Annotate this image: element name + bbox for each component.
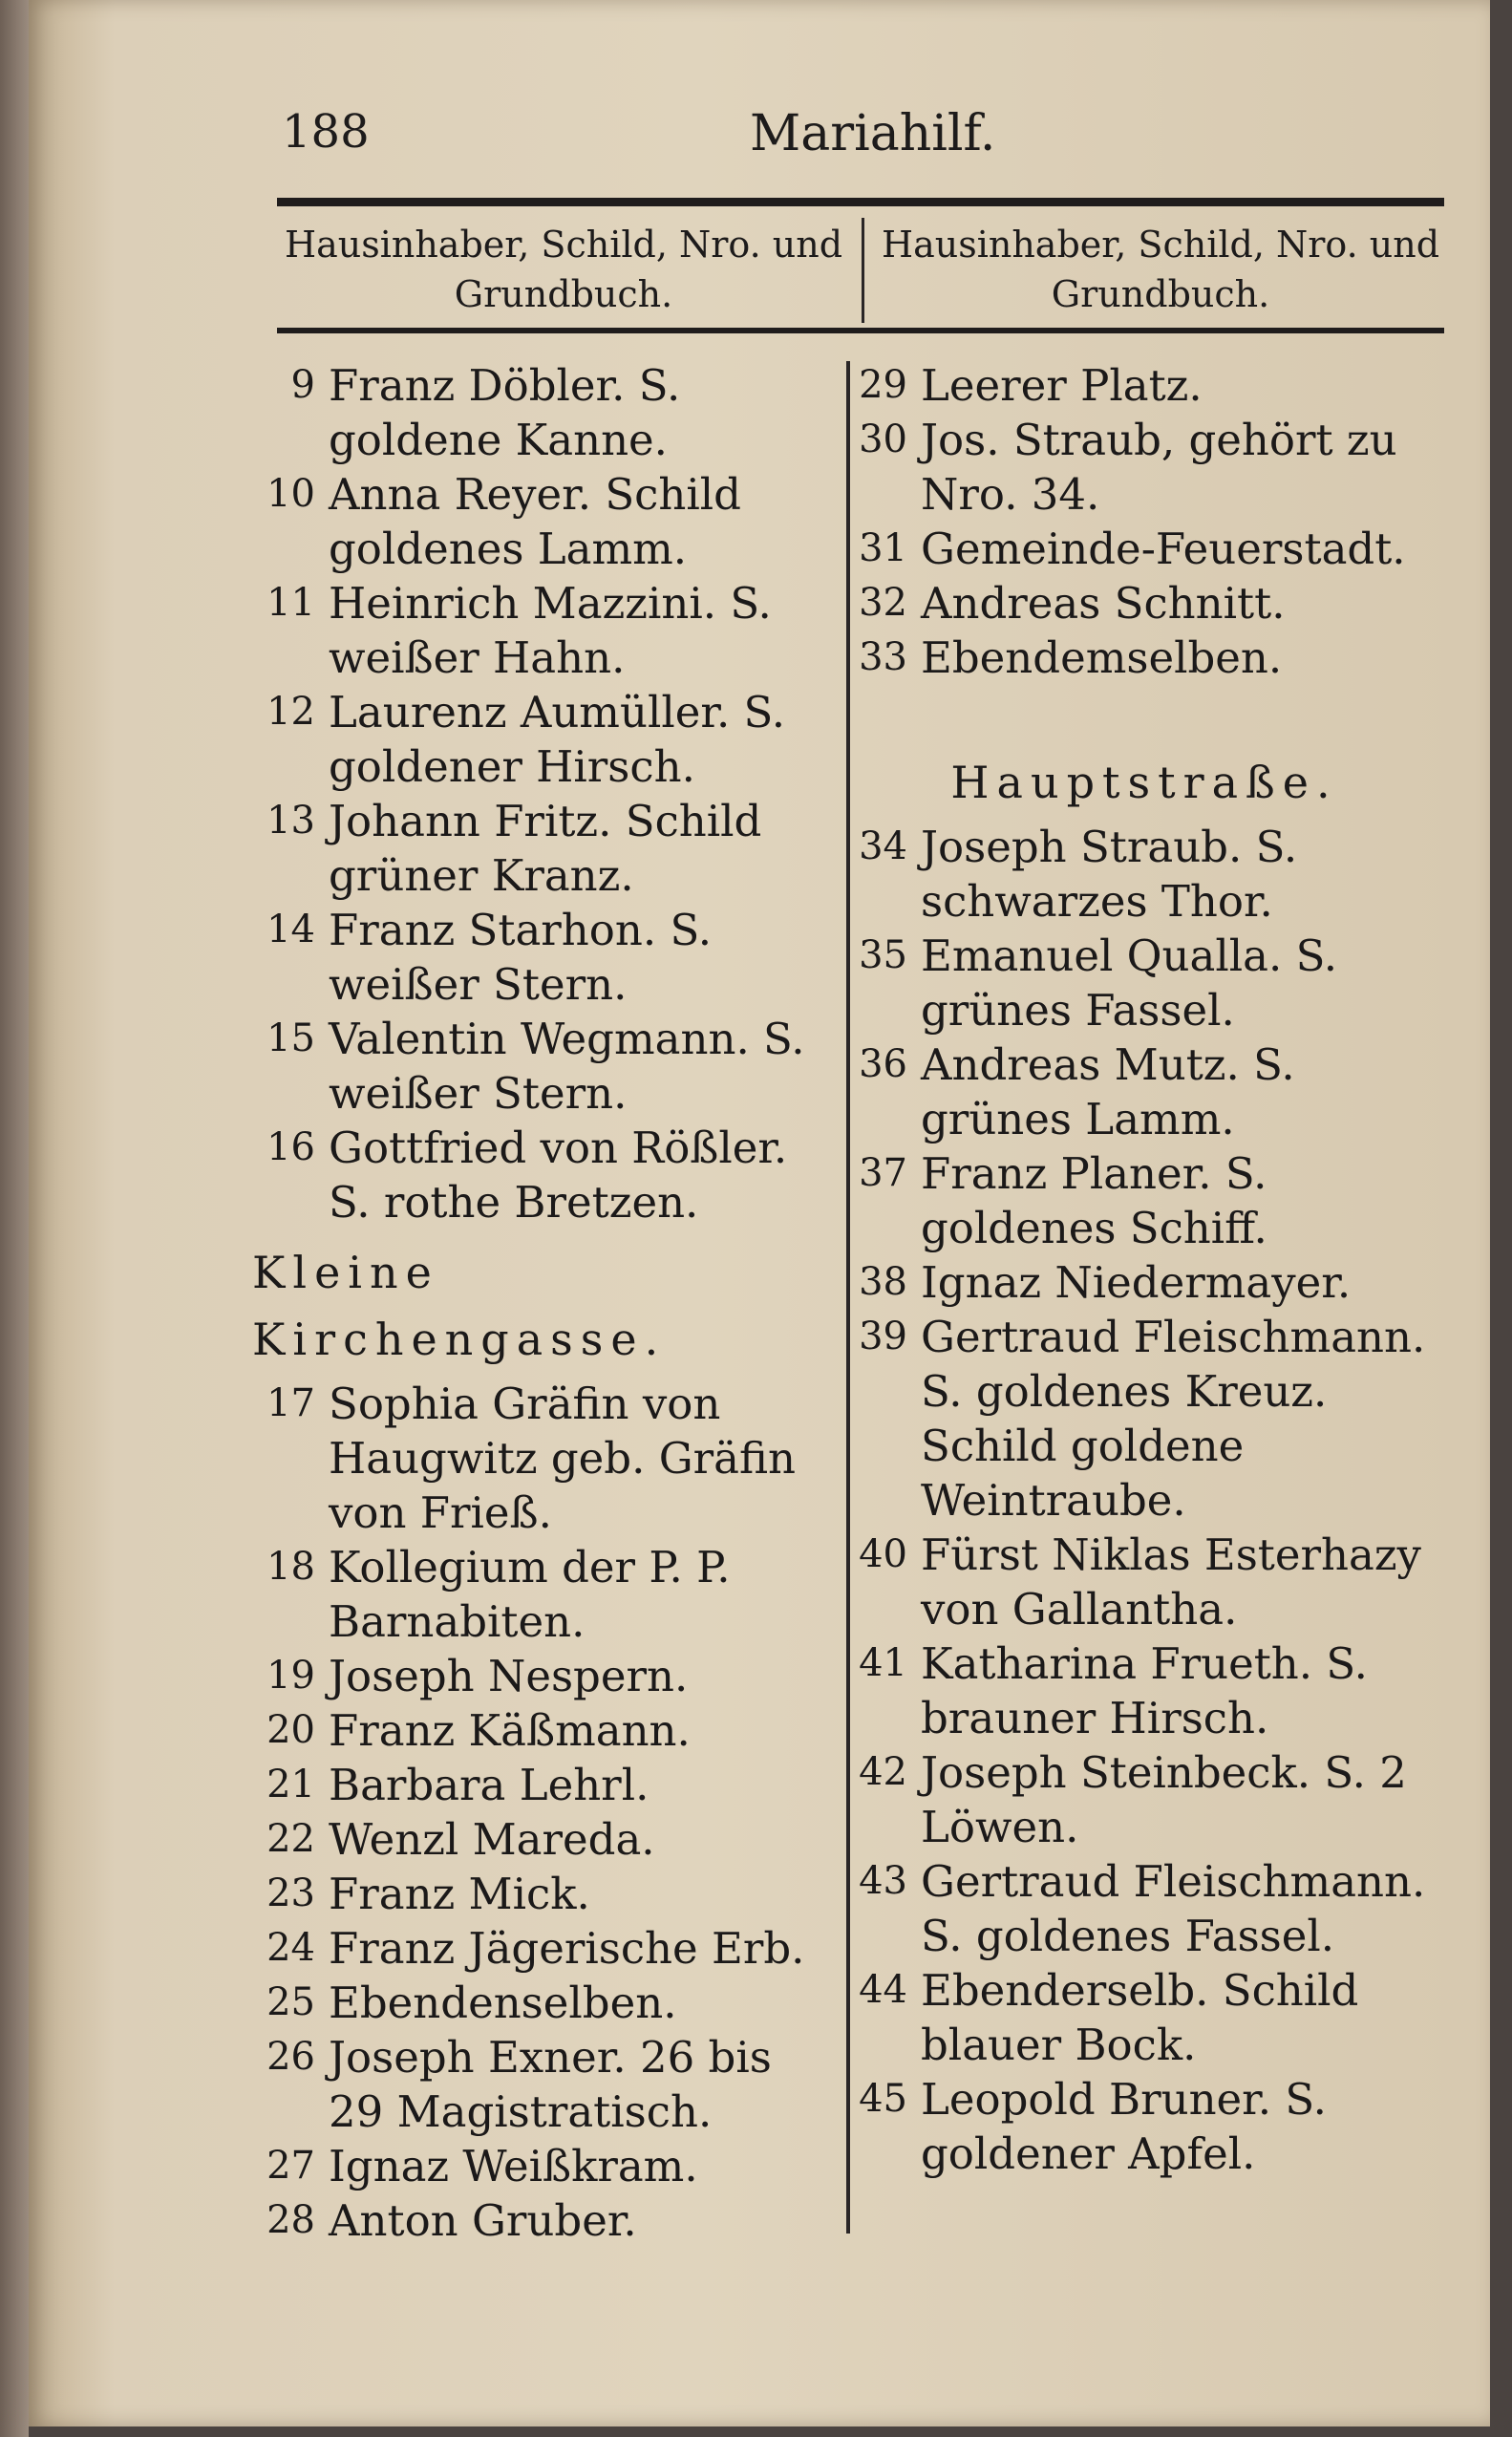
house-owner-text: Franz Jägerische Erb. [329, 1923, 805, 1974]
address-entry [246, 1867, 839, 1921]
address-entry [246, 467, 839, 576]
house-number: 13 [266, 799, 315, 843]
address-entry [246, 576, 839, 685]
entry-list [839, 358, 1450, 685]
column-header-right: Hausinhaber, Schild, Nro. und Grundbuch. [881, 224, 1440, 315]
house-number: 43 [859, 1859, 907, 1903]
house-number: 16 [266, 1125, 315, 1169]
house-owner-text: Gemeinde-Feuerstadt. [921, 524, 1406, 574]
house-number: 15 [266, 1016, 315, 1060]
address-entry [246, 1377, 839, 1540]
house-owner-text: Ebenderselb. Schild blauer Bock. [921, 1965, 1359, 2070]
house-owner-text: Anton Gruber. [329, 2195, 637, 2246]
house-number: 28 [266, 2198, 315, 2242]
house-owner-text: Ignaz Weißkram. [329, 2141, 698, 2191]
address-entry [839, 1037, 1450, 1146]
address-entry [246, 903, 839, 1012]
address-entry [839, 1854, 1450, 1963]
address-entry [839, 576, 1450, 631]
address-entry [839, 631, 1450, 685]
house-owner-text: Franz Döbler. S. goldene Kanne. [329, 360, 681, 465]
house-owner-text: Andreas Mutz. S. grünes Lamm. [921, 1039, 1295, 1144]
house-owner-text: Katharina Frueth. S. brauner Hirsch. [921, 1638, 1368, 1743]
section-heading: Hauptstraße. [950, 757, 1338, 808]
book-spine [0, 0, 29, 2437]
house-number: 24 [266, 1926, 315, 1970]
address-entry [246, 1812, 839, 1867]
house-number: 26 [266, 2035, 315, 2079]
house-number: 33 [859, 635, 907, 679]
left-column [246, 358, 839, 2248]
house-owner-text: Anna Reyer. Schild goldenes Lamm. [329, 469, 741, 574]
address-entry [246, 1012, 839, 1121]
house-owner-text: Joseph Exner. 26 bis 29 Magistratisch. [329, 2032, 772, 2137]
page-number: 188 [282, 105, 370, 159]
house-owner-text: Jos. Straub, gehört zu Nro. 34. [921, 415, 1397, 520]
house-owner-text: Ebendenselben. [329, 1977, 677, 2028]
address-entry [839, 522, 1450, 576]
house-number: 42 [859, 1750, 907, 1794]
address-entry [839, 1636, 1450, 1745]
address-entry [839, 1745, 1450, 1854]
house-owner-text: Gottfried von Rößler. S. rothe Bretzen. [329, 1122, 788, 1228]
house-number: 17 [266, 1381, 315, 1425]
house-number: 9 [290, 363, 315, 407]
address-entry [839, 1146, 1450, 1255]
address-entry [246, 2030, 839, 2139]
address-entry [246, 685, 839, 794]
entry-list [246, 1377, 839, 2248]
house-number: 20 [266, 1708, 315, 1752]
address-entry [839, 929, 1450, 1037]
address-entry [246, 794, 839, 903]
house-number: 19 [266, 1654, 315, 1698]
house-number: 38 [859, 1260, 907, 1304]
house-number: 21 [266, 1763, 315, 1806]
house-owner-text: Ebendemselben. [921, 632, 1283, 683]
column-header-left: Hausinhaber, Schild, Nro. und Grundbuch. [284, 224, 843, 315]
entry-list [246, 358, 839, 1229]
address-entry [246, 1703, 839, 1758]
house-owner-text: Joseph Steinbeck. S. 2 Löwen. [921, 1747, 1407, 1852]
address-entry [246, 1758, 839, 1812]
house-number: 40 [859, 1532, 907, 1576]
house-owner-text: Gertraud Fleischmann. S. goldenes Kreuz. Schild goldene Weintraube. [921, 1312, 1426, 1526]
house-owner-text: Franz Planer. S. goldenes Schiff. [921, 1148, 1267, 1253]
section-heading: Kleine Kirchengasse. [252, 1247, 667, 1365]
address-entry [246, 1976, 839, 2030]
house-number: 14 [266, 908, 315, 951]
house-number: 11 [266, 581, 315, 625]
address-entry [839, 1963, 1450, 2072]
house-owner-text: Leopold Bruner. S. goldener Apfel. [921, 2074, 1327, 2179]
house-number: 10 [266, 472, 315, 516]
house-owner-text: Fürst Niklas Esterhazy von Gallantha. [921, 1529, 1421, 1635]
house-owner-text: Franz Mick. [329, 1869, 590, 1919]
house-owner-text: Franz Starhon. S. weißer Stern. [329, 905, 713, 1010]
address-entry [246, 1121, 839, 1229]
house-owner-text: Sophia Gräfin von Haugwitz geb. Gräfin von Frieß. [329, 1379, 797, 1538]
house-owner-text: Johann Fritz. Schild grüner Kranz. [329, 796, 762, 901]
address-entry [839, 1528, 1450, 1636]
house-number: 12 [266, 690, 315, 734]
address-entry [839, 820, 1450, 929]
house-owner-text: Valentin Wegmann. S. weißer Stern. [329, 1014, 805, 1119]
entry-list [839, 820, 1450, 2181]
house-owner-text: Gertraud Fleischmann. S. goldenes Fassel. [921, 1856, 1426, 1961]
house-number: 41 [859, 1641, 907, 1685]
blank-line [839, 685, 1450, 739]
header-rule [277, 198, 1444, 206]
house-number: 39 [859, 1315, 907, 1358]
right-column [839, 358, 1450, 2181]
address-entry [246, 2193, 839, 2248]
house-owner-text: Franz Käßmann. [329, 1705, 691, 1756]
house-number: 36 [859, 1042, 907, 1086]
house-owner-text: Joseph Nespern. [329, 1651, 689, 1701]
address-entry [839, 358, 1450, 413]
house-number: 34 [859, 824, 907, 868]
address-entry [246, 1540, 839, 1649]
house-owner-text: Ignaz Niedermayer. [921, 1257, 1352, 1308]
house-number: 37 [859, 1151, 907, 1195]
column-header-rule [277, 328, 1444, 333]
house-number: 22 [266, 1817, 315, 1861]
house-owner-text: Joseph Straub. S. schwarzes Thor. [921, 822, 1298, 927]
address-entry [839, 1255, 1450, 1310]
house-owner-text: Emanuel Qualla. S. grünes Fassel. [921, 930, 1338, 1036]
house-number: 35 [859, 933, 907, 977]
address-entry [839, 2072, 1450, 2181]
house-owner-text: Kollegium der P. P. Barnabiten. [329, 1542, 731, 1647]
house-number: 45 [859, 2077, 907, 2121]
house-number: 23 [266, 1871, 315, 1915]
house-number: 25 [266, 1980, 315, 2024]
address-entry [246, 2139, 839, 2193]
house-number: 30 [859, 417, 907, 461]
house-owner-text: Barbara Lehrl. [329, 1760, 650, 1810]
house-number: 27 [266, 2144, 315, 2188]
address-entry [839, 1310, 1450, 1528]
address-entry [839, 413, 1450, 522]
house-owner-text: Wenzl Mareda. [329, 1814, 655, 1865]
page-header [244, 96, 1428, 172]
house-owner-text: Andreas Schnitt. [921, 578, 1286, 629]
address-entry [246, 358, 839, 467]
house-number: 31 [859, 526, 907, 570]
house-number: 32 [859, 581, 907, 625]
address-entry [246, 1921, 839, 1976]
house-owner-text: Leerer Platz. [921, 360, 1203, 411]
house-number: 29 [859, 363, 907, 407]
address-entry [246, 1649, 839, 1703]
house-owner-text: Heinrich Mazzini. S. weißer Hahn. [329, 578, 772, 683]
house-number: 18 [266, 1545, 315, 1589]
page-title: Mariahilf. [750, 105, 996, 162]
house-owner-text: Laurenz Aumüller. S. goldener Hirsch. [329, 687, 786, 792]
house-number: 44 [859, 1968, 907, 2012]
